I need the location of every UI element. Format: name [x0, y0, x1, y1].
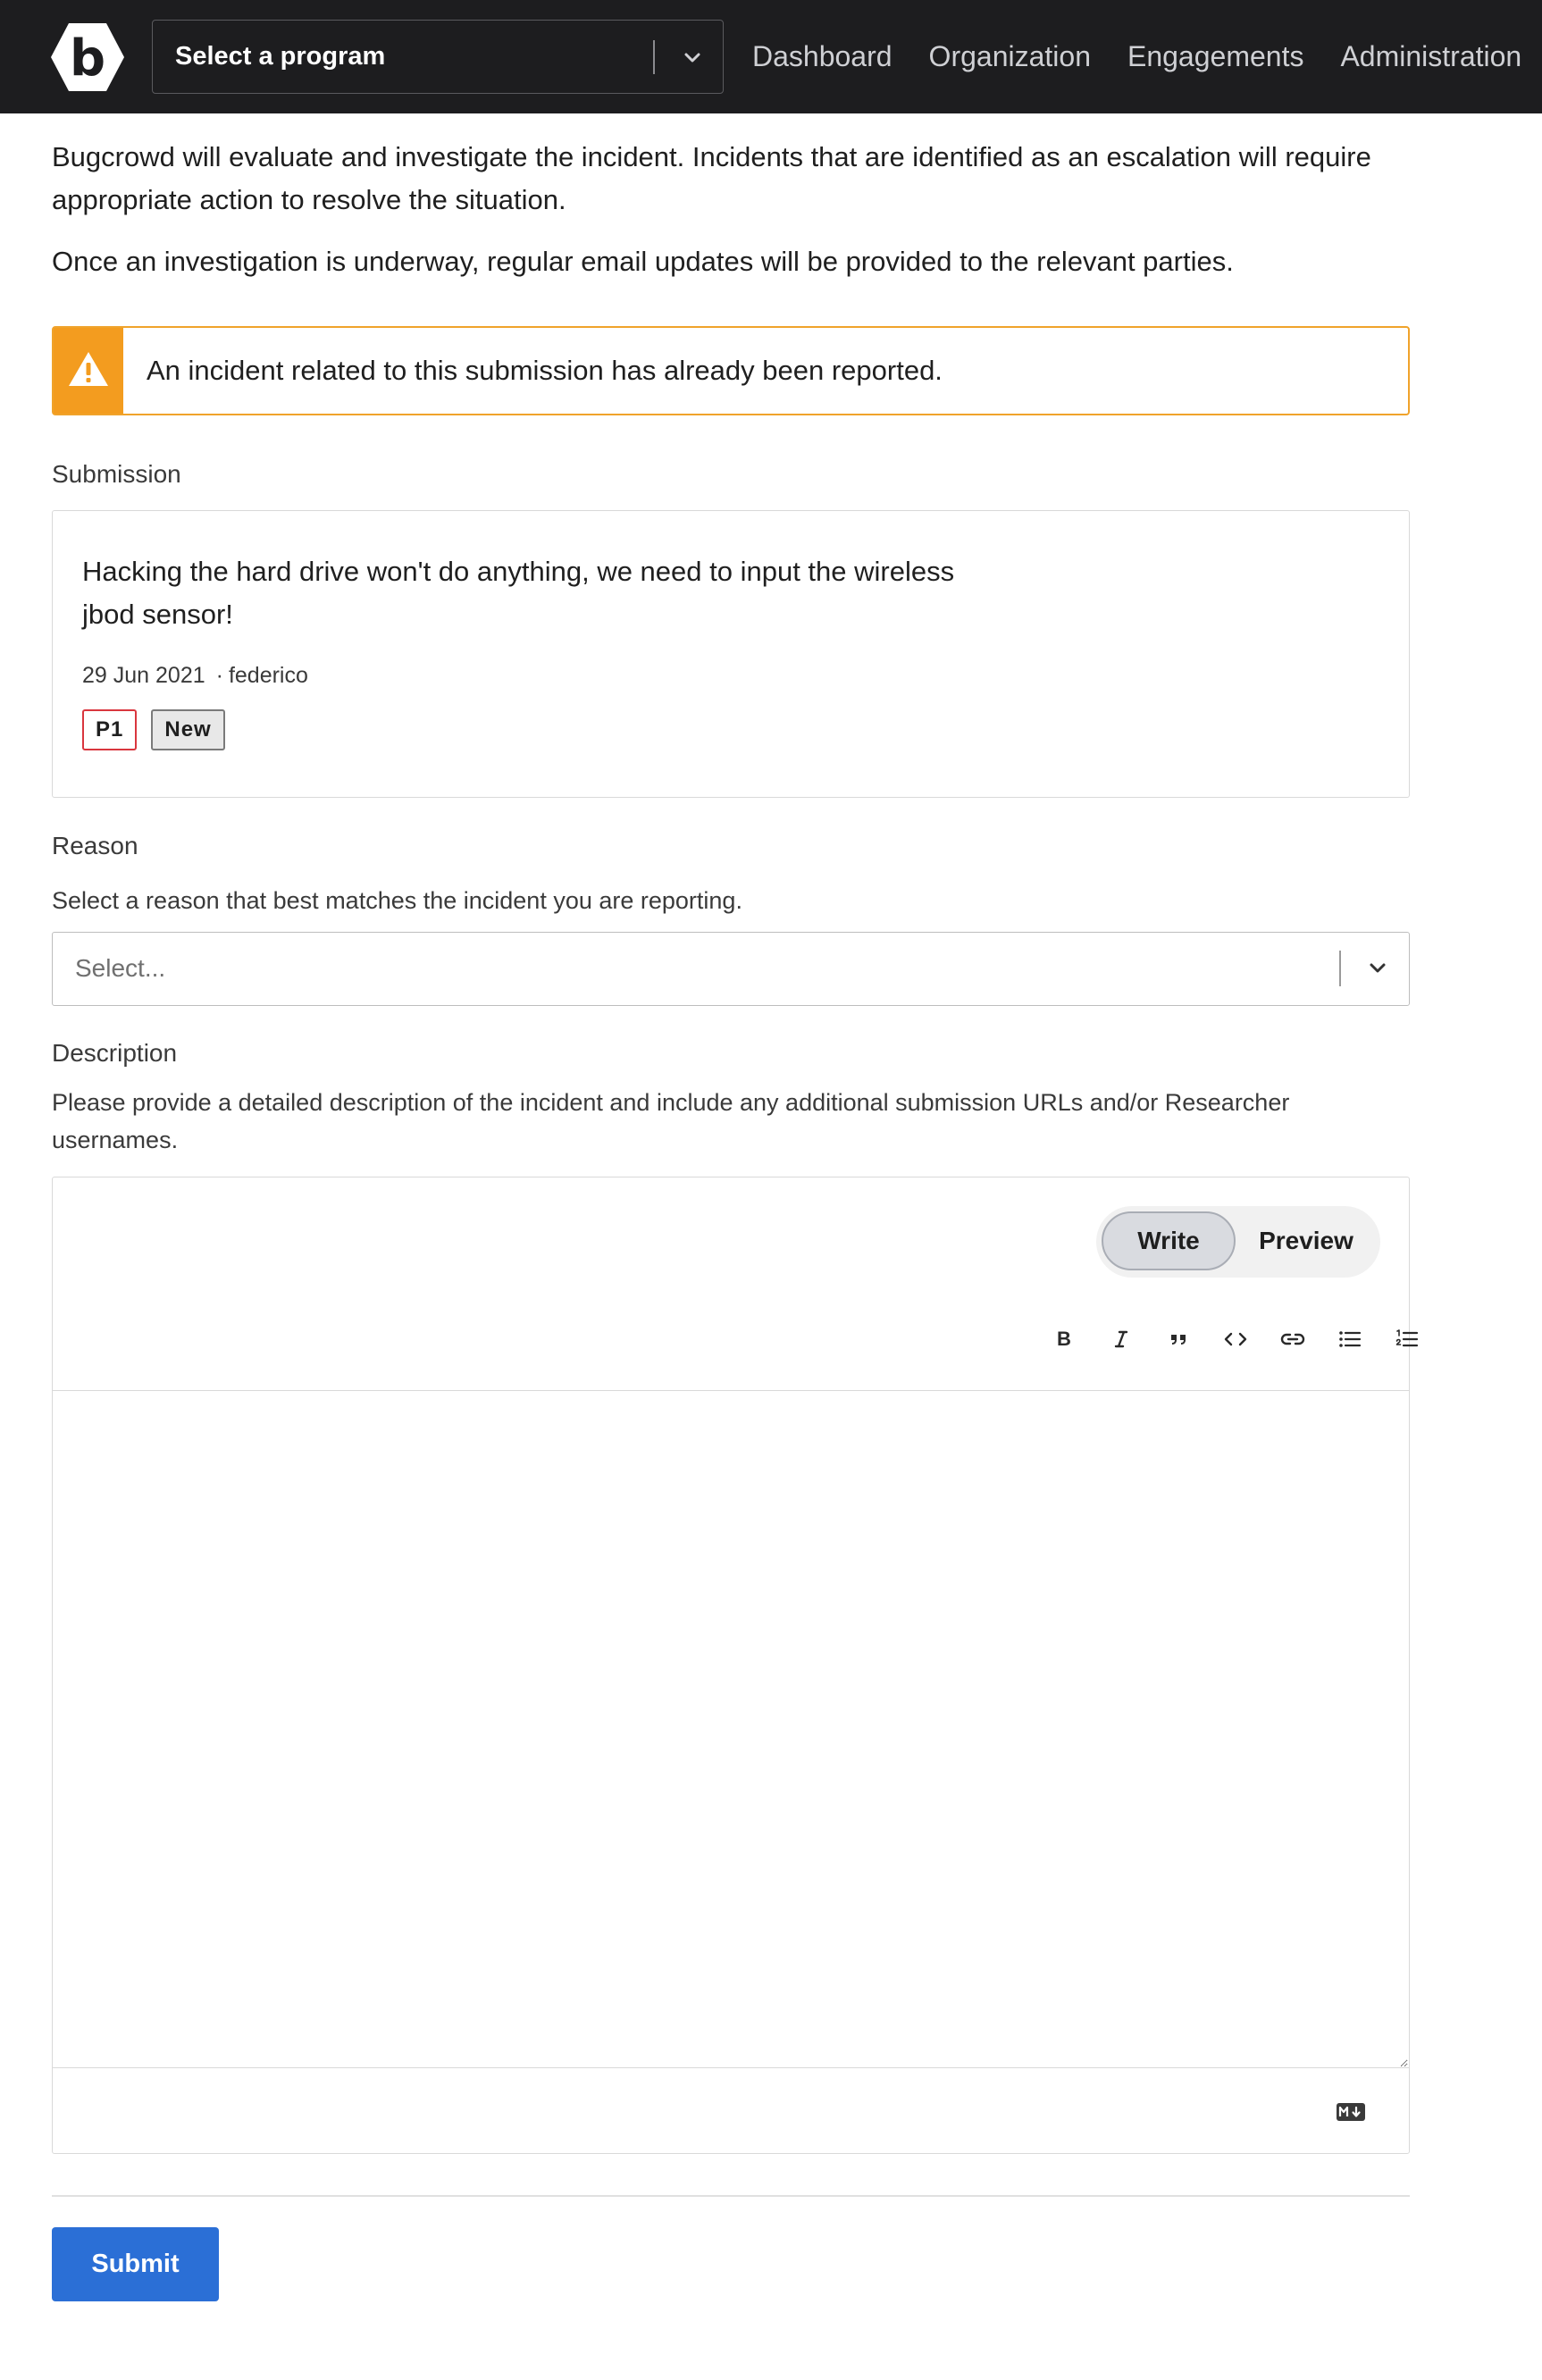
reason-label: Reason: [52, 832, 138, 859]
program-select-label: Select a program: [175, 42, 386, 71]
submission-card[interactable]: [52, 510, 1410, 798]
priority-badge: P1: [82, 709, 137, 750]
bulleted-list-icon[interactable]: [1321, 1317, 1379, 1362]
meta-separator: ·: [215, 663, 223, 688]
code-icon[interactable]: [1207, 1317, 1264, 1362]
formatting-toolbar: [1035, 1317, 1436, 1362]
bold-icon[interactable]: [1035, 1317, 1093, 1362]
select-separator: [653, 40, 655, 74]
alert-message: An incident related to this submission has already been reported.: [147, 355, 943, 386]
reason-help-text: Select a reason that best matches the incident you are reporting.: [52, 887, 742, 914]
top-navigation-bar: [0, 0, 1542, 113]
nav-link-engagements[interactable]: Engagements: [1127, 40, 1304, 72]
submission-author: federico: [228, 663, 308, 688]
chevron-down-icon: [676, 42, 708, 74]
status-badge: New: [151, 709, 224, 750]
markdown-icon: [1336, 2102, 1366, 2126]
program-select-dropdown[interactable]: [152, 20, 724, 94]
intro-paragraph: Bugcrowd will evaluate and investigate the incident. Incidents that are identified as an escalation will require appropriate action to resolve the situation.: [52, 141, 1371, 215]
markdown-editor: [52, 1177, 1410, 2154]
submission-meta: [82, 663, 308, 689]
submission-badges: [82, 709, 239, 750]
nav-link-administration[interactable]: Administration: [1340, 40, 1522, 72]
write-preview-toggle: [1096, 1206, 1380, 1278]
tab-write[interactable]: Write: [1102, 1211, 1236, 1270]
main-nav: [752, 0, 1521, 113]
description-label: Description: [52, 1039, 178, 1067]
description-help-text: Please provide a detailed description of the incident and include any additional submission URLs and/or Researcher usernames.: [52, 1089, 1290, 1153]
form-divider: [52, 2195, 1410, 2197]
reason-select-dropdown[interactable]: [52, 932, 1410, 1006]
nav-link-organization[interactable]: Organization: [928, 40, 1091, 72]
warning-alert: [52, 326, 1410, 415]
submission-date: 29 Jun 2021: [82, 663, 205, 688]
chevron-down-icon: [1362, 952, 1394, 985]
svg-text:b: b: [69, 29, 106, 88]
warning-icon: [54, 328, 123, 414]
tab-preview[interactable]: Preview: [1259, 1227, 1353, 1254]
link-icon[interactable]: [1264, 1317, 1321, 1362]
svg-text:B: B: [1057, 1328, 1071, 1350]
quote-icon[interactable]: [1150, 1317, 1207, 1362]
italic-icon[interactable]: [1093, 1317, 1150, 1362]
submission-title[interactable]: Hacking the hard drive won't do anything, we need to input the wireless jbod sensor!: [82, 556, 955, 630]
reason-select-placeholder: Select...: [75, 954, 166, 982]
submission-label: Submission: [52, 460, 181, 488]
submit-button[interactable]: Submit: [52, 2227, 219, 2301]
editor-header: [53, 1177, 1409, 1391]
intro-paragraph: Once an investigation is underway, regular email updates will be provided to the relevant parties.: [52, 246, 1234, 277]
description-textarea[interactable]: [53, 1392, 1408, 2067]
bugcrowd-logo-icon[interactable]: [50, 21, 125, 93]
select-separator: [1339, 951, 1341, 986]
numbered-list-icon[interactable]: [1379, 1317, 1436, 1362]
nav-link-dashboard[interactable]: Dashboard: [752, 40, 893, 72]
editor-footer: [53, 2067, 1409, 2152]
